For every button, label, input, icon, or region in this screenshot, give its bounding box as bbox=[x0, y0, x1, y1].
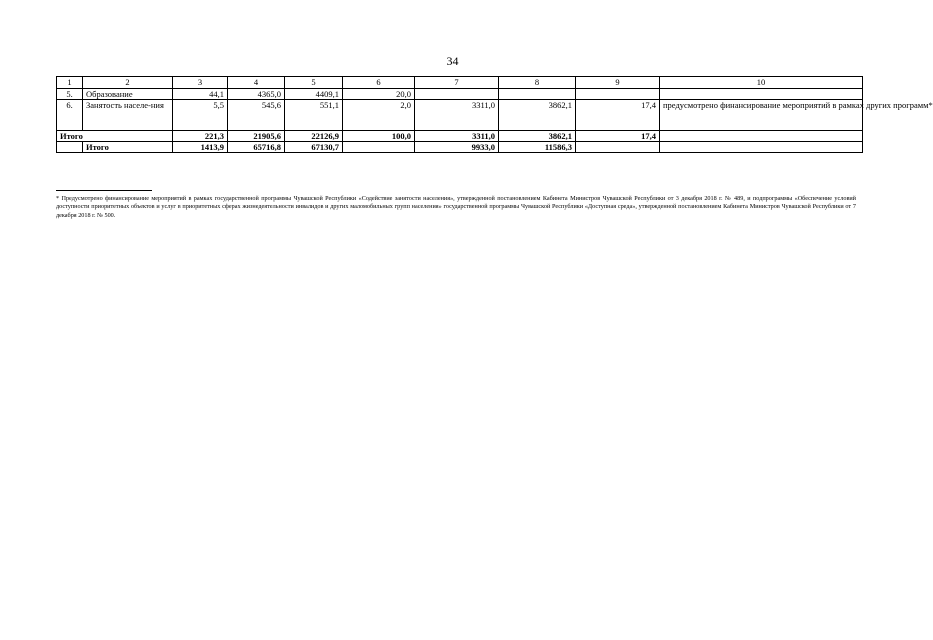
column-number: 4 bbox=[228, 77, 285, 89]
footnote-divider bbox=[56, 190, 152, 191]
cell-note bbox=[660, 131, 863, 142]
table-row bbox=[57, 100, 863, 131]
cell: 44,1 bbox=[173, 89, 228, 100]
cell bbox=[415, 89, 499, 100]
page-number: 34 bbox=[446, 54, 459, 68]
cell: 3311,0 bbox=[415, 131, 499, 142]
cell: 11586,3 bbox=[499, 142, 576, 153]
cell: 4409,1 bbox=[285, 89, 343, 100]
footnote: * Предусмотрено финансирование мероприятий в рамках государственной программы Чувашской Республики «Содействие занятости населения», утвержденной постановлением Кабинета Министров Чувашской Республики от 3 декабря 2018 г. № 489, и подпрограммы «Обеспечение условий доступности приоритетных объектов и услуг в приоритетных сферах жизнедеятельности инвалидов и других маломобильных групп населения» государственной программы Чувашской Республики «Доступная среда», утвержденной постановлением Кабинета Министров Чувашской Республики от 7 декабря 2018 г. № 500. bbox=[56, 195, 856, 219]
cell: 3311,0 bbox=[415, 100, 499, 131]
cell: 551,1 bbox=[285, 100, 343, 131]
row-name: Занятость населе-ния bbox=[83, 100, 173, 131]
cell: 100,0 bbox=[343, 131, 415, 142]
total-row bbox=[57, 142, 863, 153]
cell: 4365,0 bbox=[228, 89, 285, 100]
cell: 545,6 bbox=[228, 100, 285, 131]
column-number: 7 bbox=[415, 77, 499, 89]
cell: 5,5 bbox=[173, 100, 228, 131]
cell-note: предусмотрено финансирование мероприятий в рамках других программ* bbox=[660, 100, 863, 131]
column-number: 5 bbox=[285, 77, 343, 89]
column-number: 3 bbox=[173, 77, 228, 89]
subtotal-label: Итого bbox=[57, 131, 173, 142]
cell: 3862,1 bbox=[499, 100, 576, 131]
empty-cell bbox=[57, 142, 83, 153]
cell: 17,4 bbox=[576, 100, 660, 131]
cell: 2,0 bbox=[343, 100, 415, 131]
cell: 65716,8 bbox=[228, 142, 285, 153]
cell-note bbox=[660, 89, 863, 100]
cell: 17,4 bbox=[576, 131, 660, 142]
subtotal-row bbox=[57, 131, 863, 142]
cell-note bbox=[660, 142, 863, 153]
cell bbox=[499, 89, 576, 100]
cell: 9933,0 bbox=[415, 142, 499, 153]
cell: 221,3 bbox=[173, 131, 228, 142]
cell: 1413,9 bbox=[173, 142, 228, 153]
column-number: 9 bbox=[576, 77, 660, 89]
row-number: 5. bbox=[57, 89, 83, 100]
cell: 22126,9 bbox=[285, 131, 343, 142]
cell: 21905,6 bbox=[228, 131, 285, 142]
budget-table bbox=[56, 76, 933, 153]
column-number: 10 bbox=[660, 77, 863, 89]
column-number: 6 bbox=[343, 77, 415, 89]
column-number: 8 bbox=[499, 77, 576, 89]
cell bbox=[576, 142, 660, 153]
cell bbox=[343, 142, 415, 153]
cell: 3862,1 bbox=[499, 131, 576, 142]
row-name: Образование bbox=[83, 89, 173, 100]
column-number: 2 bbox=[83, 77, 173, 89]
cell bbox=[576, 89, 660, 100]
column-number: 1 bbox=[57, 77, 83, 89]
total-label: Итого bbox=[83, 142, 173, 153]
table-row bbox=[57, 89, 863, 100]
column-numbers-row bbox=[57, 77, 863, 89]
row-number: 6. bbox=[57, 100, 83, 131]
cell: 20,0 bbox=[343, 89, 415, 100]
cell: 67130,7 bbox=[285, 142, 343, 153]
